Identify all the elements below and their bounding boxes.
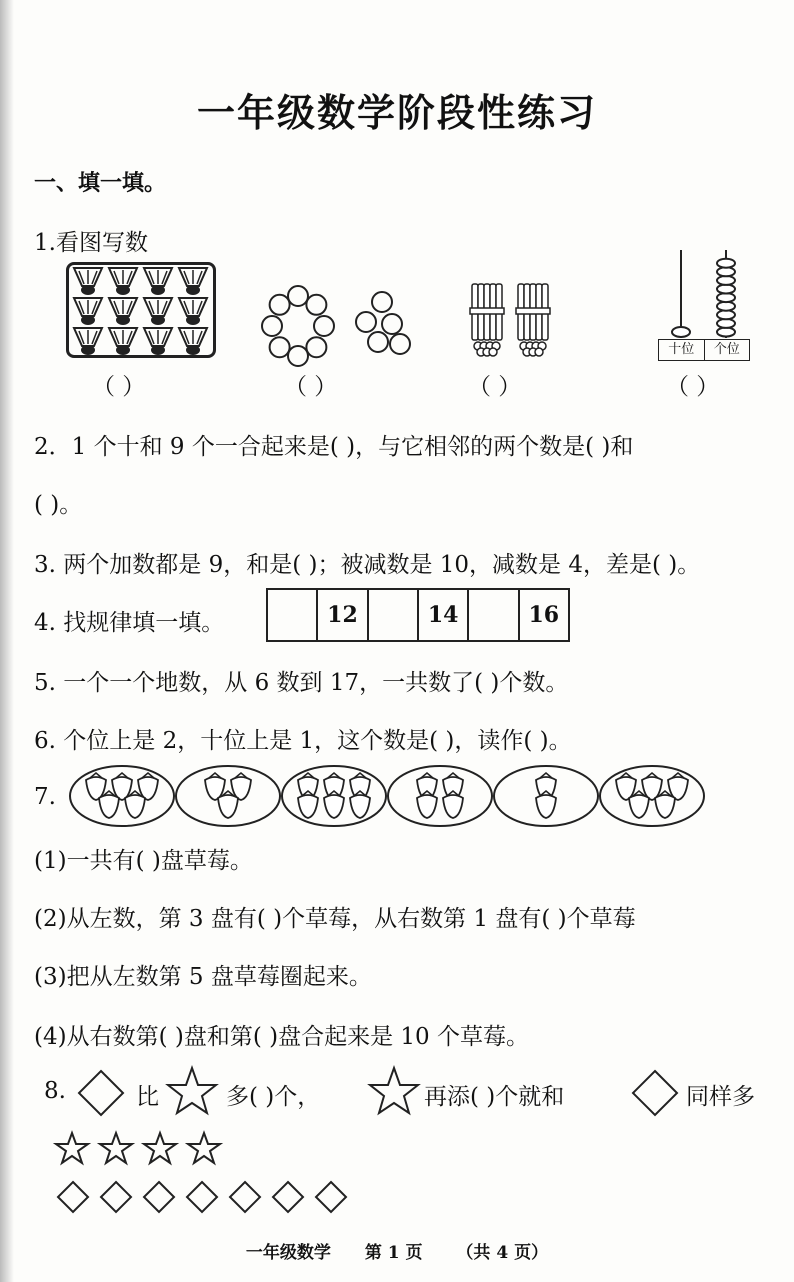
footer-page-number: 第 1 页 — [364, 1243, 423, 1263]
strawberry-icon — [417, 791, 437, 818]
strawberry-icon — [443, 791, 463, 818]
stick-bundle-icon — [470, 284, 504, 356]
shuttlecock-icon — [74, 328, 102, 355]
abacus-bead — [672, 327, 690, 337]
shuttlecock-icon — [109, 328, 137, 355]
strawberry-icon — [324, 791, 344, 818]
sequence-cell-blank[interactable] — [467, 590, 517, 640]
diamond-icon — [76, 1068, 126, 1118]
shuttlecock-icon — [179, 328, 207, 355]
page-footer — [0, 1238, 794, 1263]
q1-blank-1[interactable]: （ ） — [92, 374, 146, 400]
strawberry-plate — [600, 766, 704, 826]
circle-icon — [270, 337, 290, 357]
q1-blank-2[interactable]: （ ） — [284, 374, 338, 400]
abacus-place-labels — [658, 339, 750, 361]
strawberry-icon — [298, 791, 318, 818]
circle-icon — [288, 346, 308, 366]
circle-icon — [270, 295, 290, 315]
q2-line-2: ( )。 — [34, 492, 83, 518]
strawberry-plates-picture — [70, 762, 730, 832]
star-row — [56, 1132, 236, 1172]
strawberry-plate — [176, 766, 280, 826]
sequence-cell: 16 — [518, 590, 568, 640]
pattern-sequence-box — [266, 588, 570, 642]
q8-label: 8. — [44, 1078, 66, 1104]
q2-line-1: 2．1 个十和 9 个一合起来是( )，与它相邻的两个数是( )和 — [34, 434, 634, 460]
q7-sub-1: (1)一共有( )盘草莓。 — [34, 848, 253, 874]
q7-label: 7. — [34, 784, 56, 810]
q8-text-4: 同样多 — [686, 1084, 755, 1110]
shuttlecock-icon — [179, 268, 207, 295]
star-icon — [166, 1066, 218, 1116]
circle-icon — [306, 295, 326, 315]
q1-blank-4[interactable]: （ ） — [666, 374, 720, 400]
circles-picture — [262, 282, 422, 382]
circle-icon — [306, 337, 326, 357]
sequence-cell: 14 — [417, 590, 467, 640]
star-icon — [144, 1133, 176, 1163]
q7-sub-4: (4)从右数第( )盘和第( )盘合起来是 10 个草莓。 — [34, 1024, 529, 1050]
diamond-icon — [230, 1182, 260, 1212]
circle-icon — [288, 286, 308, 306]
circle-icon — [356, 312, 376, 332]
strawberry-icon — [536, 791, 556, 818]
shuttlecock-icon — [144, 268, 172, 295]
diamond-icon — [58, 1182, 88, 1212]
sequence-cell-blank[interactable] — [268, 590, 316, 640]
diamond-icon — [144, 1182, 174, 1212]
q3-text: 3. 两个加数都是 9，和是( )；被减数是 10，减数是 4，差是( )。 — [34, 552, 701, 578]
q1-blank-3[interactable]: （ ） — [468, 374, 522, 400]
star-icon — [188, 1133, 220, 1163]
abacus-bead — [717, 259, 735, 268]
circle-icon — [262, 316, 282, 336]
star-icon — [100, 1133, 132, 1163]
shuttlecock-icon — [179, 298, 207, 325]
scan-edge-shadow — [0, 0, 14, 1282]
shuttlecock-icon — [144, 298, 172, 325]
shuttlecock-icon — [74, 298, 102, 325]
q8-text-3: 再添( )个就和 — [424, 1084, 565, 1110]
strawberry-plate — [388, 766, 492, 826]
diamond-icon — [101, 1182, 131, 1212]
footer-total-pages: （共 4 页） — [456, 1243, 549, 1263]
strawberry-plate — [70, 766, 174, 826]
diamond-icon — [273, 1182, 303, 1212]
circle-icon — [382, 314, 402, 334]
q5-text: 5. 一个一个地数，从 6 数到 17，一共数了( )个数。 — [34, 670, 569, 696]
tens-place-label: 十位 — [659, 340, 705, 360]
shuttlecock-icon — [74, 268, 102, 295]
diamond-icon — [630, 1068, 680, 1118]
q8-text-2: 多( )个， — [226, 1084, 321, 1110]
circle-icon — [390, 334, 410, 354]
circle-icon — [314, 316, 334, 336]
strawberry-plate — [494, 766, 598, 826]
sequence-cell: 12 — [316, 590, 366, 640]
strawberry-plate — [282, 766, 386, 826]
sequence-cell-blank[interactable] — [367, 590, 417, 640]
diamond-row — [58, 1180, 358, 1220]
diamond-icon — [187, 1182, 217, 1212]
footer-subject: 一年级数学 — [245, 1243, 331, 1263]
ones-place-label: 个位 — [713, 342, 740, 357]
circle-icon — [372, 292, 392, 312]
q7-sub-2: (2)从左数，第 3 盘有( )个草莓，从右数第 1 盘有( )个草莓 — [34, 906, 636, 932]
diamond-icon — [316, 1182, 346, 1212]
q4-label: 4. 找规律填一填。 — [34, 610, 225, 636]
q7-sub-3: (3)把从左数第 5 盘草莓圈起来。 — [34, 964, 372, 990]
section-heading: 一、填一填。 — [34, 171, 167, 196]
q1-label: 1.看图写数 — [34, 230, 148, 256]
shuttlecock-icon — [109, 298, 137, 325]
q6-text: 6. 个位上是 2，十位上是 1，这个数是( )，读作( )。 — [34, 728, 572, 754]
q8-text-1: 比 — [136, 1084, 159, 1110]
stick-bundle-icon — [516, 284, 550, 356]
star-icon — [56, 1133, 88, 1163]
shuttlecock-icon — [109, 268, 137, 295]
circle-icon — [368, 332, 388, 352]
page-title: 一年级数学阶段性练习 — [196, 91, 597, 135]
star-icon — [368, 1066, 420, 1116]
shuttlecock-picture — [66, 262, 216, 358]
shuttlecock-icon — [144, 328, 172, 355]
strawberry-icon — [350, 791, 370, 818]
